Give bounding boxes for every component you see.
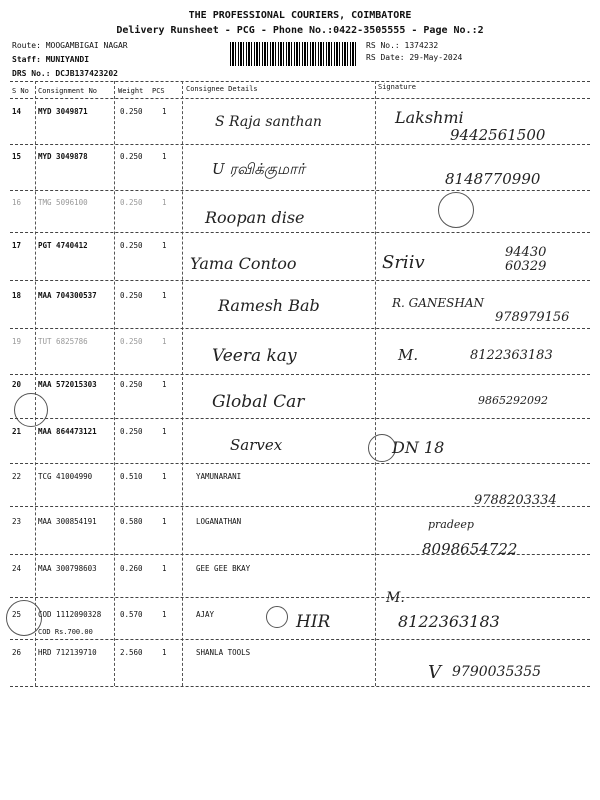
col-divider	[375, 81, 376, 686]
handwritten-consignee: Yama Contoo	[190, 254, 297, 273]
col-divider	[114, 81, 115, 686]
table-bottom-rule	[10, 686, 590, 687]
row-sno: 18	[12, 291, 22, 300]
handwritten-consignee: Veera kay	[212, 346, 297, 366]
row-pcs: 1	[162, 472, 167, 481]
ink-circle	[14, 393, 48, 427]
row-consignment: MAA 864473121	[38, 427, 97, 436]
row-weight: 0.250	[120, 241, 143, 250]
handwritten-phone: 978979156	[495, 310, 570, 325]
row-sno: 14	[12, 107, 22, 116]
row-rule	[10, 232, 590, 233]
col-consignee: Consignee Details	[186, 85, 258, 93]
handwritten-consignee: HIR	[296, 612, 331, 632]
handwritten-phone: 9790035355	[452, 664, 542, 680]
handwritten-consignee: Sarvex	[230, 436, 283, 454]
runsheet-subtitle: Delivery Runsheet - PCG - Phone No.:0422-3505555 - Page No.:2	[116, 25, 484, 36]
row-weight: 2.560	[120, 648, 143, 657]
handwritten-phone: 9788203334	[474, 493, 557, 508]
row-consignee: LOGANATHAN	[196, 517, 242, 526]
row-sno: 23	[12, 517, 22, 526]
handwritten-phone: 8148770990	[445, 170, 541, 188]
handwritten-phone: 8098654722	[422, 540, 518, 558]
row-consignment: HRD 712139710	[38, 648, 97, 657]
row-rule	[10, 374, 590, 375]
row-weight: 0.250	[120, 337, 143, 346]
rs-date: RS Date: 29-May-2024	[366, 53, 463, 62]
handwritten-signature: M.	[398, 346, 419, 364]
handwritten-signature: pradeep	[428, 518, 474, 531]
row-pcs: 1	[162, 380, 167, 389]
col-divider	[35, 81, 36, 686]
row-rule	[10, 554, 590, 555]
col-weight: Weight	[118, 87, 144, 95]
row-sno: 17	[12, 241, 22, 250]
row-weight: 0.250	[120, 107, 143, 116]
row-weight: 0.250	[120, 198, 143, 207]
row-pcs: 1	[162, 152, 167, 161]
barcode	[230, 42, 358, 66]
row-weight: 0.250	[120, 291, 143, 300]
row-weight: 0.250	[120, 427, 143, 436]
row-sno: 22	[12, 472, 22, 481]
row-weight: 0.570	[120, 610, 143, 619]
row-rule	[10, 280, 590, 281]
handwritten-consignee: Global Car	[212, 392, 305, 412]
row-pcs: 1	[162, 337, 167, 346]
row-consignment: MAA 704300537	[38, 291, 97, 300]
header-rule	[10, 98, 590, 99]
handwritten-signature: R. GANESHAN	[392, 296, 485, 310]
row-consignee: YAMUNARANI	[196, 472, 242, 481]
row-weight: 0.580	[120, 517, 143, 526]
handwritten-phone: 9865292092	[478, 394, 548, 407]
ink-circle	[266, 606, 288, 628]
row-rule	[10, 597, 590, 598]
row-consignment: COD 1112090328	[38, 610, 102, 619]
row-weight: 0.510	[120, 472, 143, 481]
row-consignment: TUT 6825786	[38, 337, 88, 346]
handwritten-phone: 94430 60329	[505, 245, 547, 274]
row-consignment: PGT 4740412	[38, 241, 88, 250]
row-pcs: 1	[162, 648, 167, 657]
row-consignment: MYD 3049878	[38, 152, 88, 161]
row-consignment: MAA 300854191	[38, 517, 97, 526]
row-rule	[10, 328, 590, 329]
handwritten-signature: Lakshmi	[395, 108, 464, 127]
row-pcs: 1	[162, 241, 167, 250]
row-consignee: GEE GEE BKAY	[196, 564, 251, 573]
row-consignment: TMG 5096100	[38, 198, 88, 207]
row-consignment: TCG 41004990	[38, 472, 93, 481]
row-sno: 21	[12, 427, 22, 436]
row-consignee: AJAY	[196, 610, 215, 619]
row-pcs: 1	[162, 291, 167, 300]
row-sno: 15	[12, 152, 22, 161]
row-weight: 0.260	[120, 564, 143, 573]
staff-label: Staff: MUNIYANDI	[12, 55, 90, 64]
col-sno: S No	[12, 87, 29, 95]
row-rule	[10, 144, 590, 145]
row-consignment: MAA 300798603	[38, 564, 97, 573]
table-top-rule	[10, 81, 590, 82]
row-pcs: 1	[162, 517, 167, 526]
row-pcs: 1	[162, 198, 167, 207]
handwritten-signature: M.	[386, 590, 405, 606]
row-rule	[10, 506, 590, 507]
handwritten-phone: 8122363183	[398, 612, 500, 631]
row-rule	[10, 190, 590, 191]
row-pcs: 1	[162, 427, 167, 436]
cod-amount: COD Rs.700.00	[38, 628, 93, 636]
row-pcs: 1	[162, 610, 167, 619]
handwritten-signature: Sriiv	[382, 252, 425, 273]
company-title: THE PROFESSIONAL COURIERS, COIMBATORE	[188, 10, 412, 21]
row-rule	[10, 639, 590, 640]
row-sno: 24	[12, 564, 22, 573]
row-rule	[10, 418, 590, 419]
handwritten-phone: 8122363183	[470, 348, 553, 363]
row-sno: 16	[12, 198, 22, 207]
row-sno: 20	[12, 380, 22, 389]
row-sno: 25	[12, 610, 22, 619]
handwritten-signature: DN 18	[392, 438, 445, 457]
row-sno: 19	[12, 337, 22, 346]
handwritten-consignee: U ரவிக்குமார்	[212, 160, 305, 178]
row-consignee: SHANLA TOOLS	[196, 648, 251, 657]
row-consignment: MYD 3049871	[38, 107, 88, 116]
row-consignment: MAA 572015303	[38, 380, 97, 389]
row-pcs: 1	[162, 564, 167, 573]
col-pcs: PCS	[152, 87, 165, 95]
row-sno: 26	[12, 648, 22, 657]
handwritten-consignee: Ramesh Bab	[218, 296, 320, 315]
col-divider	[182, 81, 183, 686]
row-rule	[10, 463, 590, 464]
row-weight: 0.250	[120, 152, 143, 161]
col-signature: Signature	[378, 83, 416, 91]
handwritten-signature: V	[428, 662, 441, 683]
drs-label: DRS No.: DCJB137423202	[12, 69, 118, 78]
route-label: Route: MOOGAMBIGAI NAGAR	[12, 41, 128, 50]
row-weight: 0.250	[120, 380, 143, 389]
handwritten-phone: 9442561500	[450, 126, 546, 144]
rs-number: RS No.: 1374232	[366, 41, 439, 50]
col-consignment: Consignment No	[38, 87, 98, 95]
row-pcs: 1	[162, 107, 167, 116]
handwritten-consignee: S Raja santhan	[215, 114, 322, 130]
handwritten-consignee: Roopan dise	[205, 208, 305, 227]
stamp-circle	[438, 192, 474, 228]
